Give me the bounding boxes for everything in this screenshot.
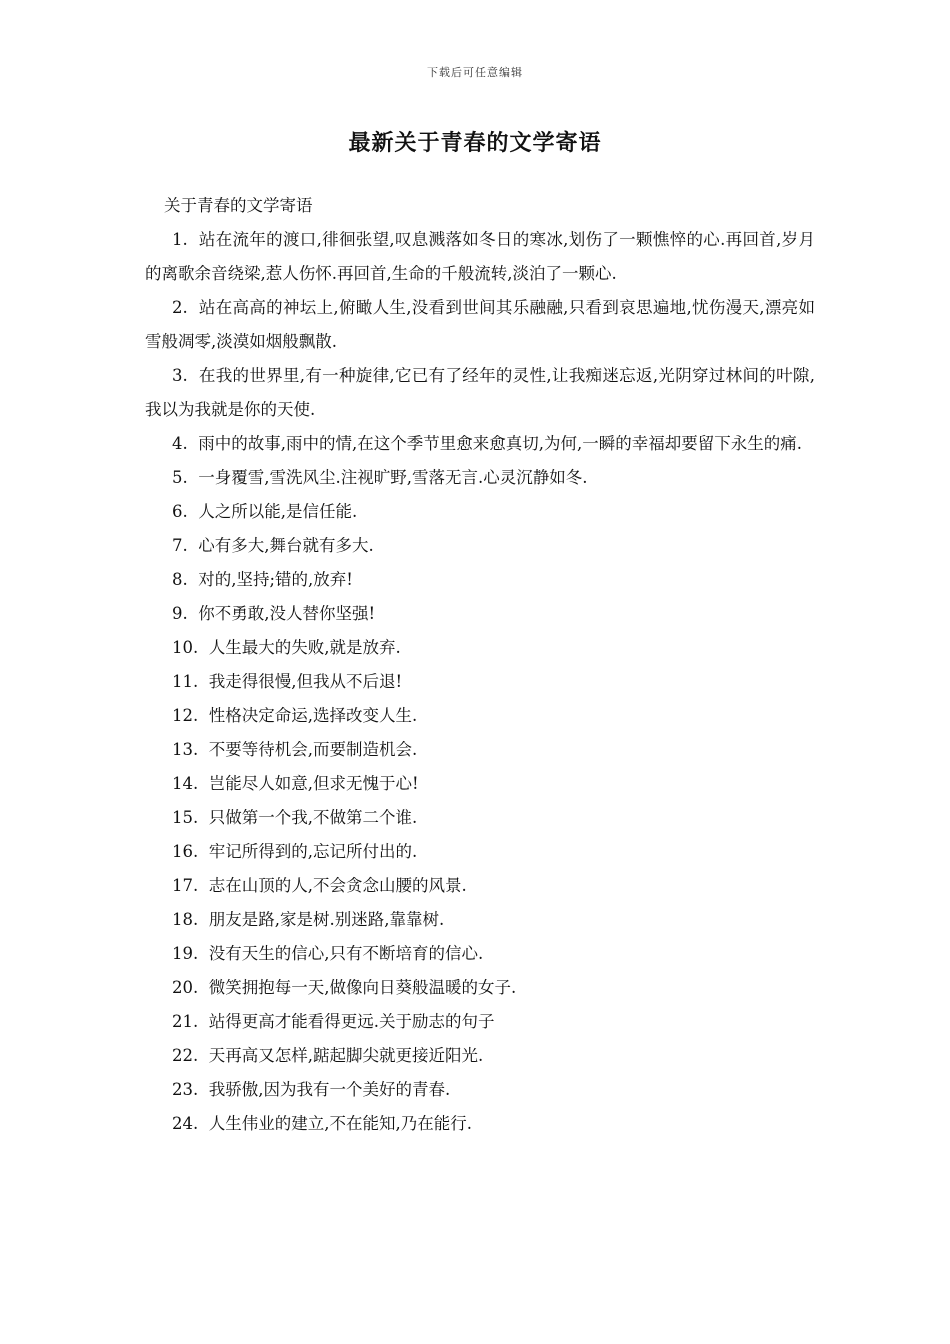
item-number: 6. <box>172 502 188 521</box>
item-text: 微笑拥抱每一天,做像向日葵般温暖的女子. <box>208 978 517 997</box>
item-number: 7. <box>172 536 188 555</box>
item-number: 12. <box>172 706 199 725</box>
list-item <box>145 495 815 529</box>
item-text: 我走得很慢,但我从不后退! <box>208 672 403 691</box>
item-text: 站在流年的渡口,徘徊张望,叹息溅落如冬日的寒冰,划伤了一颗憔悴的心.再回首,岁月的离歌余音绕梁,惹人伤怀.再回首,生命的千般流转,淡泊了一颗心. <box>145 230 815 283</box>
item-text: 在我的世界里,有一种旋律,它已有了经年的灵性,让我痴迷忘返,光阴穿过林间的叶隙,我以为我就是你的天使. <box>145 366 815 419</box>
list-item <box>145 529 815 563</box>
list-item <box>145 699 815 733</box>
list-item <box>145 1107 815 1141</box>
list-item <box>145 937 815 971</box>
item-number: 21. <box>172 1012 199 1031</box>
item-number: 15. <box>172 808 199 827</box>
item-text: 站在高高的神坛上,俯瞰人生,没看到世间其乐融融,只看到哀思遍地,忧伤漫天,漂亮如雪般凋零,淡漠如烟般飘散. <box>145 298 815 351</box>
item-text: 雨中的故事,雨中的情,在这个季节里愈来愈真切,为何,一瞬的幸福却要留下永生的痛. <box>198 434 802 453</box>
item-text: 牢记所得到的,忘记所付出的. <box>208 842 418 861</box>
item-number: 22. <box>172 1046 199 1065</box>
item-number: 20. <box>172 978 199 997</box>
item-text: 人之所以能,是信任能. <box>198 502 358 521</box>
list-item <box>145 1039 815 1073</box>
list-item <box>145 359 815 427</box>
item-text: 不要等待机会,而要制造机会. <box>208 740 418 759</box>
item-number: 17. <box>172 876 199 895</box>
item-text: 一身覆雪,雪洗风尘.注视旷野,雪落无言.心灵沉静如冬. <box>198 468 588 487</box>
list-item <box>145 291 815 359</box>
item-number: 23. <box>172 1080 199 1099</box>
item-text: 朋友是路,家是树.别迷路,靠靠树. <box>208 910 445 929</box>
list-item <box>145 427 815 461</box>
item-number: 24. <box>172 1114 199 1133</box>
list-item <box>145 733 815 767</box>
item-number: 14. <box>172 774 199 793</box>
item-text: 我骄傲,因为我有一个美好的青春. <box>208 1080 451 1099</box>
item-text: 志在山顶的人,不会贪念山腰的风景. <box>208 876 467 895</box>
quote-list <box>145 223 815 1141</box>
item-text: 没有天生的信心,只有不断培育的信心. <box>208 944 484 963</box>
list-item <box>145 801 815 835</box>
item-number: 13. <box>172 740 199 759</box>
item-number: 5. <box>172 468 188 487</box>
item-number: 10. <box>172 638 199 657</box>
list-item <box>145 563 815 597</box>
list-item <box>145 971 815 1005</box>
list-item <box>145 869 815 903</box>
item-number: 11. <box>172 672 199 691</box>
item-number: 1. <box>172 230 188 249</box>
item-text: 只做第一个我,不做第二个谁. <box>208 808 418 827</box>
item-number: 8. <box>172 570 188 589</box>
item-text: 心有多大,舞台就有多大. <box>198 536 374 555</box>
document-title: 最新关于青春的文学寄语 <box>348 130 602 156</box>
page-header: 下载后可任意编辑 <box>427 66 523 79</box>
list-item <box>145 767 815 801</box>
item-text: 你不勇敢,没人替你坚强! <box>198 604 376 623</box>
document-body <box>145 189 815 1141</box>
item-number: 19. <box>172 944 199 963</box>
item-number: 4. <box>172 434 188 453</box>
item-text: 人生伟业的建立,不在能知,乃在能行. <box>208 1114 472 1133</box>
item-text: 对的,坚持;错的,放弃! <box>198 570 353 589</box>
item-text: 人生最大的失败,就是放弃. <box>208 638 401 657</box>
item-text: 岂能尽人如意,但求无愧于心! <box>208 774 419 793</box>
intro-heading: 关于青春的文学寄语 <box>164 196 313 215</box>
list-item <box>145 1073 815 1107</box>
item-text: 性格决定命运,选择改变人生. <box>208 706 418 725</box>
item-text: 天再高又怎样,踮起脚尖就更接近阳光. <box>208 1046 484 1065</box>
item-text: 站得更高才能看得更远.关于励志的句子 <box>208 1012 495 1031</box>
item-number: 9. <box>172 604 188 623</box>
list-item <box>145 903 815 937</box>
list-item <box>145 631 815 665</box>
item-number: 16. <box>172 842 199 861</box>
item-number: 18. <box>172 910 199 929</box>
list-item <box>145 597 815 631</box>
item-number: 2. <box>172 298 188 317</box>
list-item <box>145 223 815 291</box>
list-item <box>145 461 815 495</box>
item-number: 3. <box>172 366 188 385</box>
list-item <box>145 835 815 869</box>
list-item <box>145 665 815 699</box>
list-item <box>145 1005 815 1039</box>
